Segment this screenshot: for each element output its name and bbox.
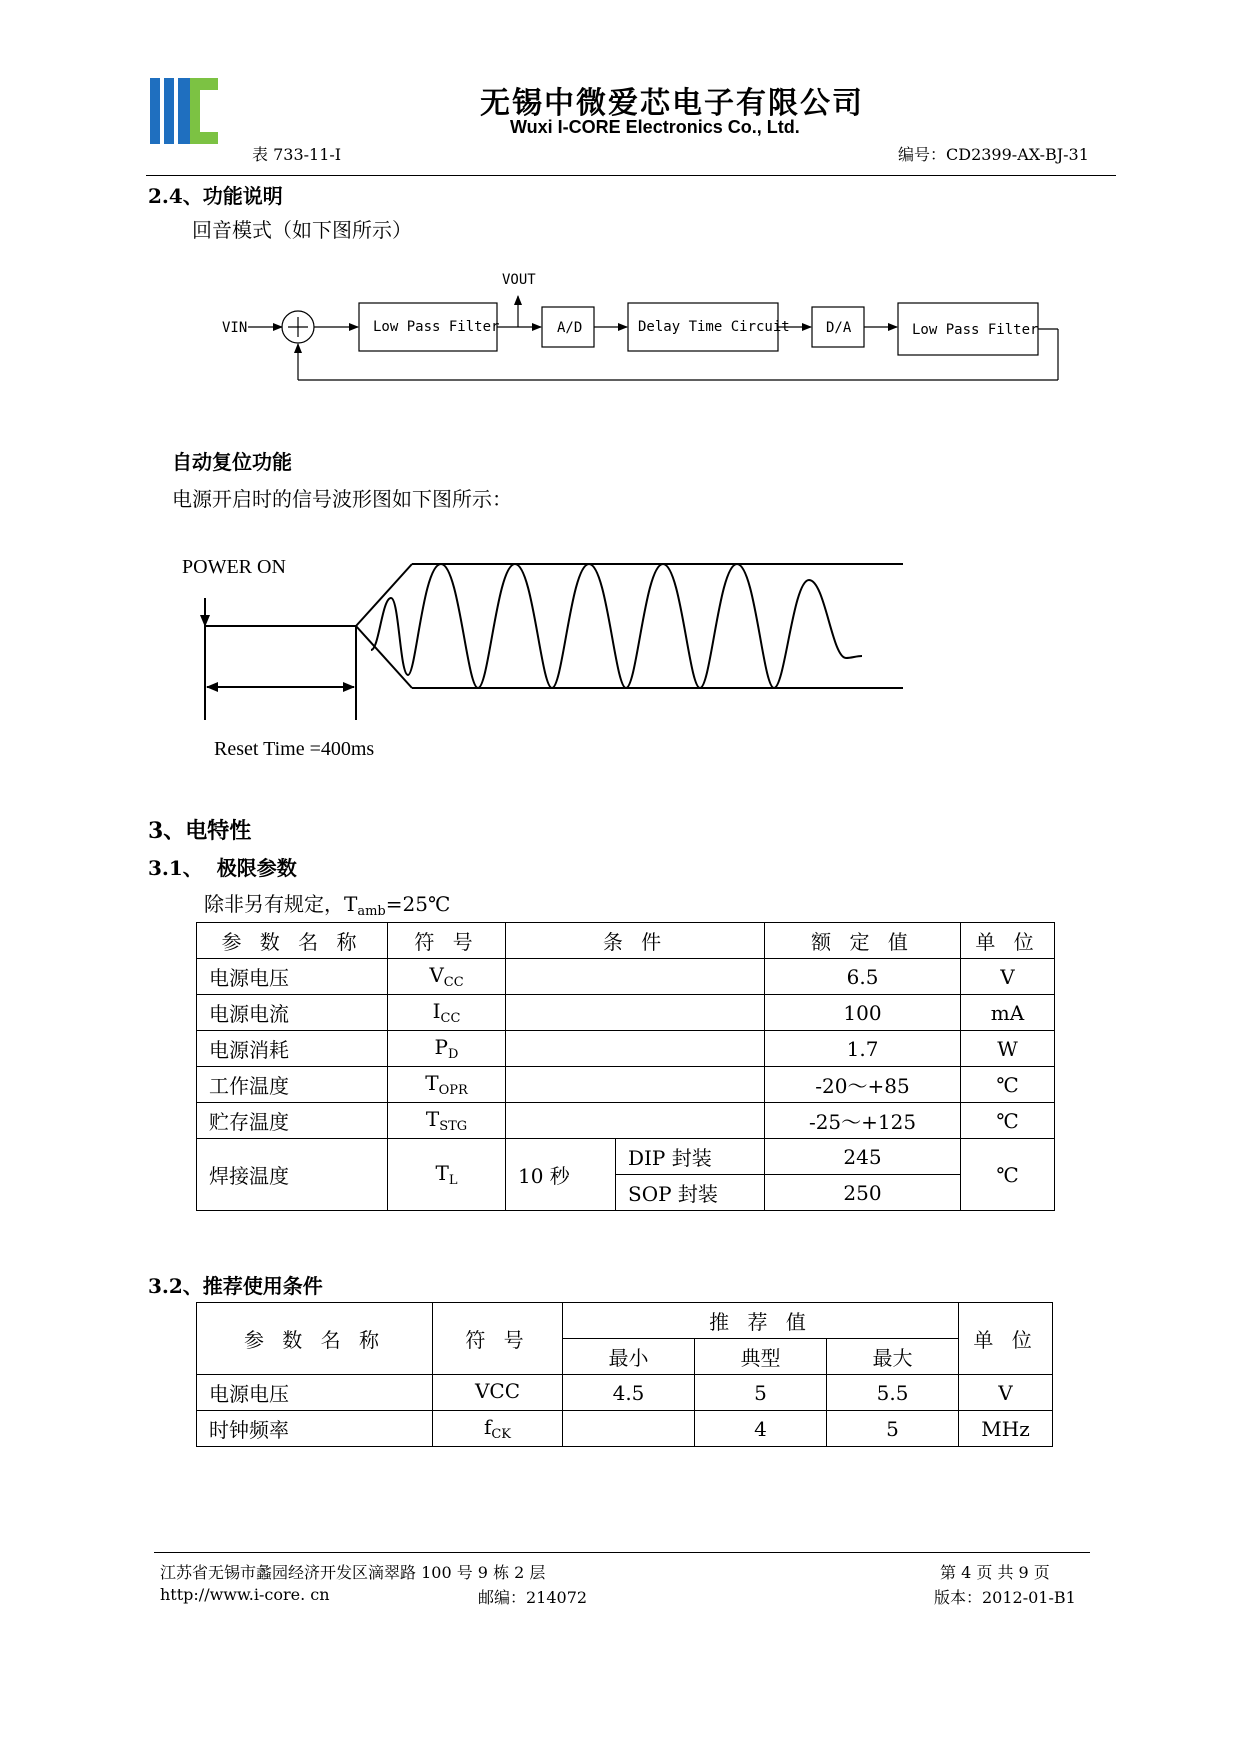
- param-name: 电源电压: [197, 1375, 433, 1411]
- param-symbol: $T_{STG}$: [388, 1103, 506, 1139]
- conditions-note: 除非另有规定，$T_{amb}=25℃$: [204, 892, 451, 919]
- power-on-label: POWER ON: [182, 556, 286, 578]
- table-row: [197, 1375, 1053, 1411]
- value-max: 5.5: [827, 1375, 959, 1411]
- param-name: 贮存温度: [197, 1103, 388, 1139]
- table-row: [197, 1411, 1053, 1447]
- auto-reset-title: 自动复位功能: [172, 450, 292, 474]
- param-unit: ℃: [961, 1139, 1055, 1211]
- table-header-row: [197, 923, 1055, 959]
- param-condition: [506, 1103, 765, 1139]
- section-3-1-title: 3.1、 极限参数: [148, 856, 297, 880]
- header-unit: 单 位: [959, 1303, 1053, 1375]
- footer-address: 江苏省无锡市蠡园经济开发区滴翠路 100 号 9 栋 2 层: [160, 1563, 546, 1582]
- param-value: -25～+125: [765, 1103, 961, 1139]
- company-name-cn: 无锡中微爱芯电子有限公司: [480, 86, 864, 121]
- param-name: 工作温度: [197, 1067, 388, 1103]
- footer-url[interactable]: http://www.i-core. cn: [160, 1585, 330, 1604]
- footer-divider: [154, 1552, 1090, 1553]
- param-symbol: $f_{CK}$: [433, 1411, 563, 1447]
- param-symbol: $I_{CC}$: [388, 995, 506, 1031]
- header-symbol: 符 号: [388, 923, 506, 959]
- param-unit: MHz: [959, 1411, 1053, 1447]
- form-number: 表 733-11-I: [252, 145, 342, 164]
- value-max: 5: [827, 1411, 959, 1447]
- param-name: 焊接温度: [197, 1139, 388, 1211]
- power-on-waveform: [0, 540, 1240, 740]
- ad-converter: A/D: [557, 320, 583, 336]
- value-min: 4.5: [563, 1375, 695, 1411]
- echo-mode-subtitle: 回音模式（如下图所示）: [192, 218, 412, 242]
- table-row: [197, 995, 1055, 1031]
- param-name: 电源电压: [197, 959, 388, 995]
- section-3-title: 3、电特性: [148, 818, 252, 844]
- header-typ: 典型: [695, 1339, 827, 1375]
- param-value: 250: [765, 1175, 961, 1211]
- absolute-max-ratings-table: [196, 922, 1055, 1211]
- reset-time-label: Reset Time =400ms: [214, 738, 375, 760]
- param-symbol: VCC: [433, 1375, 563, 1411]
- table-row: [197, 1103, 1055, 1139]
- param-unit: ℃: [961, 1103, 1055, 1139]
- footer-page-number: 第 4 页 共 9 页: [940, 1563, 1050, 1582]
- header-rated-value: 额 定 值: [765, 923, 961, 959]
- value-min: [563, 1411, 695, 1447]
- table-row: [197, 1067, 1055, 1103]
- param-condition: 10 秒: [506, 1139, 616, 1211]
- delay-time-circuit: Delay Time Circuit: [638, 319, 790, 335]
- echo-block-diagram: [0, 0, 1240, 400]
- header-unit: 单 位: [961, 923, 1055, 959]
- table-row: [197, 959, 1055, 995]
- param-value: 6.5: [765, 959, 961, 995]
- footer-version: 版本：2012-01-B1: [934, 1588, 1076, 1607]
- header-max: 最大: [827, 1339, 959, 1375]
- param-symbol: $T_{OPR}$: [388, 1067, 506, 1103]
- low-pass-filter-2: Low Pass Filter: [912, 322, 1039, 338]
- param-condition: [506, 959, 765, 995]
- param-condition: [506, 995, 765, 1031]
- footer-postcode: 邮编：214072: [478, 1588, 588, 1607]
- param-symbol: $V_{CC}$: [388, 959, 506, 995]
- header-param-name: 参 数 名 称: [197, 923, 388, 959]
- section-3-2-title: 3.2、推荐使用条件: [148, 1274, 323, 1298]
- param-name: 电源消耗: [197, 1031, 388, 1067]
- auto-reset-desc: 电源开启时的信号波形图如下图所示：: [172, 487, 512, 511]
- param-name: 电源电流: [197, 995, 388, 1031]
- header-symbol: 符 号: [433, 1303, 563, 1375]
- param-value: 1.7: [765, 1031, 961, 1067]
- param-name: 时钟频率: [197, 1411, 433, 1447]
- package-dip: DIP 封装: [616, 1139, 765, 1175]
- param-unit: W: [961, 1031, 1055, 1067]
- package-sop: SOP 封装: [616, 1175, 765, 1211]
- recommended-conditions-table: [196, 1302, 1053, 1447]
- vin-label: VIN: [222, 320, 248, 336]
- param-condition: [506, 1067, 765, 1103]
- header-param-name: 参 数 名 称: [197, 1303, 433, 1375]
- table-row: [197, 1139, 1055, 1175]
- header-condition: 条 件: [506, 923, 765, 959]
- param-value: 100: [765, 995, 961, 1031]
- value-typ: 5: [695, 1375, 827, 1411]
- param-condition: [506, 1031, 765, 1067]
- value-typ: 4: [695, 1411, 827, 1447]
- document-number: 编号：CD2399-AX-BJ-31: [898, 145, 1089, 164]
- param-value: -20～+85: [765, 1067, 961, 1103]
- vout-label: VOUT: [502, 272, 536, 288]
- param-unit: ℃: [961, 1067, 1055, 1103]
- da-converter: D/A: [826, 320, 852, 336]
- param-value: 245: [765, 1139, 961, 1175]
- param-unit: V: [959, 1375, 1053, 1411]
- header-min: 最小: [563, 1339, 695, 1375]
- low-pass-filter-1: Low Pass Filter: [373, 319, 500, 335]
- param-unit: V: [961, 959, 1055, 995]
- table-row: [197, 1031, 1055, 1067]
- table-header-row: [197, 1303, 1053, 1339]
- param-unit: mA: [961, 995, 1055, 1031]
- header-recommended: 推 荐 值: [563, 1303, 959, 1339]
- section-2-4-title: 2.4、功能说明: [148, 184, 283, 208]
- param-symbol: $P_D$: [388, 1031, 506, 1067]
- param-symbol: $T_L$: [388, 1139, 506, 1211]
- company-name-en: Wuxi I-CORE Electronics Co., Ltd.: [510, 117, 800, 137]
